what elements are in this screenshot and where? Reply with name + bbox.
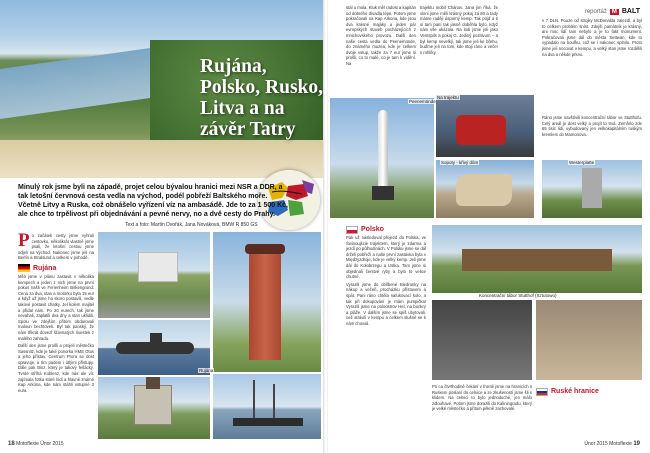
caption-westerplatte: Westerplatte: [569, 160, 595, 165]
folio-right: [584, 441, 640, 447]
caption-peenemunde: Peenemünde: [409, 99, 436, 104]
text-column-r6: Po ca čtvrthodině čekání v frontě jsme na hranicích s Ruskem poslaní do celnice a ze zkušeností jsme šli s klidem. Na celnici to bylo jednoduché, jen málo zdlouhavé. Potom jsme dorazili do Kaliningradu, který je velké městečko a přitom pěkně zachovalé.: [432, 384, 532, 412]
polsko-text: Pak už následoval přejezd do Polska, ve Świnoujście trajektem, který je zdarma a jezdí po půlhodinách. V Polsku jsme se dál drželi pobřeží a naše první zastávka byla v Międzyzdroje, kde je velký kemp. Jeli jsme dál do Kołobrzegu a Ustka. Tam jsme si objednali čerstvé ryby a bylo to velice chutné.: [346, 235, 426, 280]
photo-church: [98, 377, 210, 439]
right-page: [328, 0, 650, 453]
photo-lighthouse-ruegen: [98, 232, 210, 318]
article-title: Rujána, Polsko, Rusko, Litva a na závěr Tatry: [200, 56, 323, 140]
magazine-logo: M: [611, 8, 617, 15]
poland-flag-icon: [346, 226, 358, 234]
polsko-text-2: Vyrazili jsme do oblíbené Biedronky na nákup a večeři, procházku přístavem a spát. Pani ráno chtěla nafukovací kolo, a tak při dokupování je mám pumpička! Vyrazili jsme na poloostrov Hel, na bunkry a pláže. V dalším jsme se spíš ubytovali, než strávili v kempu a celkem slušně se k nám chovali.: [346, 281, 426, 326]
page-number-left: 18: [8, 441, 15, 447]
photo-crooked-house: [436, 160, 534, 218]
text-column-1: [18, 230, 94, 393]
article-lead: Minulý rok jsme byli na západě, projet celou bývalou hranici mezi NSR a DDR, a tak letošní červnová cesta vedla na východ, podél pobřeží Baltského moře. Včetně Litvy a Ruska, což obnášelo vyřízení víz na ambasádě. Jde to za 1 500 Kč, ale chce to trpělivost při objednávání a pevné nervy, no a dvě cesty do Prahy.: [18, 184, 288, 218]
photo-camp-beds: [536, 300, 642, 380]
article-credit: Text a foto: Martin Dvořák, Jana Nováková, BMW R 850 GS: [125, 222, 258, 228]
photo-stutthof-camp: [432, 225, 642, 293]
photo-submarine: [98, 320, 210, 375]
photo-peenemunde-rocket: [330, 98, 434, 218]
caption-rujana: Rujána: [199, 368, 214, 373]
page-number-right: 19: [633, 441, 640, 447]
section-name: BALT: [621, 8, 640, 15]
russia-heading: Ruské hranice: [536, 387, 642, 396]
section-header: reportáž M BALT: [584, 8, 640, 15]
photo-ferry-motorbike: [436, 95, 534, 157]
photo-sailing-ship: [213, 374, 321, 439]
polsko-heading: Polsko: [346, 225, 426, 234]
text-column-r3: v 7 DLN. Pouze od strojky McDonalda zalezdl, a byl to celkem problém sníst. Zdejší památník je krásný, ani moc lidí tam nebylo a je to fakt monument. Pokračovali jsme dál do města Settwan, kde to vypadalo na bouřku, což se i nakonec splnilo. Proto jsme jeli nocovat v kempu, a velký stan jsme rozdělili na dva a někde prkno.: [542, 18, 642, 57]
text-column-r7: [536, 384, 642, 397]
text-column-r4: Ráno jsme navštívili koncentrační tábor ve Stutthofu. Celý areál je dost velký a projít to trvá. Zemřelo zde 65 tisíc lidí, vybudovaný jen velkokapitálním ruským kremlem do Mamonova.: [542, 115, 642, 137]
magazine-issue-right: Únor 2015 Motoflexie: [584, 441, 632, 447]
folio-left: [8, 441, 64, 447]
text-column-r2: trajektu mobil Chánov. Jana jim říká, že vloni jsme měli krásný pokoj za 80 a tady máme raději úsporný kemp. Tak pojď a ti si tam paní tak jasně doběhla bylo, když nám vše ukázala. Na lodi jsme jeli jako Ventspils a pokoj G. Jediný pozitivum – a byl kemp nevelký, tak jsme jeli ke břehu, buďme jeli na tom, kde stojí ráno a večer s rohlíky.: [420, 5, 498, 55]
rujana-text-2: Další den jsme prošli a projeli městečko Sassnitz, kde je také ponorka HMS Otus a jeho přístav. Centrum Prora se dost opravuje, a tím padem i útlými přístupy. Dále pak Binz, který je takový fešácký. Tvrdé stříhá Koblenz, kde nás ale víc zajímala fotka staré lodi a hlavně známé Kap Arkona, kde nám stáhli vstupné 3 eura.: [18, 343, 94, 393]
left-page: [0, 0, 324, 453]
caption-ferry: Na trajektu: [437, 95, 459, 100]
russia-flag-icon: [536, 388, 548, 396]
photo-barracks-interior: [432, 300, 532, 380]
drop-cap: P: [18, 230, 30, 251]
photo-westerplatte: [542, 160, 642, 218]
intro-text: o začátek cesty jsme vyhrali cestovku, několikrát vlastně jsme psali, že letošní cestou jsme odjeli na východ. Nakonec jsme jeli na Berlín a Stralsund a celkem v pohodě.: [18, 233, 94, 261]
rujana-heading: Rujána: [18, 264, 94, 273]
germany-flag-icon: [18, 264, 30, 272]
hero-photo-coast: [0, 0, 324, 178]
text-column-r5: [346, 222, 426, 327]
caption-sopoty: Sopoty - křivý dům: [441, 160, 479, 165]
text-column-r1: stál u mola. Kluk měl radost a kapitán od dobrého dívadla lépe. Potom jsme pokračovali na Kap Arkona, kde jsou dva krásné majáky a jeden pár evropských staveb pocházejících z mnichovského provozu. Další den naše cesta vedla do Peenemünde, do známého muzea, kde je celkem dvoje vstup, takže za 7 eur jsme si prošli, co to malé, co je tam k vidění. Na: [346, 5, 416, 66]
photo-brick-tower: [213, 232, 321, 372]
magazine-issue-left: Motoflexie Únor 2015: [16, 441, 64, 447]
caption-stutthof: Koncentrační tábor Stutthof (Sztutowo): [479, 293, 557, 298]
rujana-text: Měli jsme v plánu zastavit v několika kempech a jeden z nich jsme na první pokus našli ve Ferienheim Birkengrund. Cena za dva, stan a motorku byla 15 eur a když už jsme ho skoro postavili, vedle takové postavit chatky. Jel kolem majitel a přidal nám. Po 20 eurech, tak jsme nevahali, zaplatili dva dny a stan uklidili. Spolu ve zdejším přitom obdarovali maloun bechtovek. Byl tak panský, že nám třikrát dovezl šťavnatých švestek z malého zahradu.: [18, 273, 94, 341]
